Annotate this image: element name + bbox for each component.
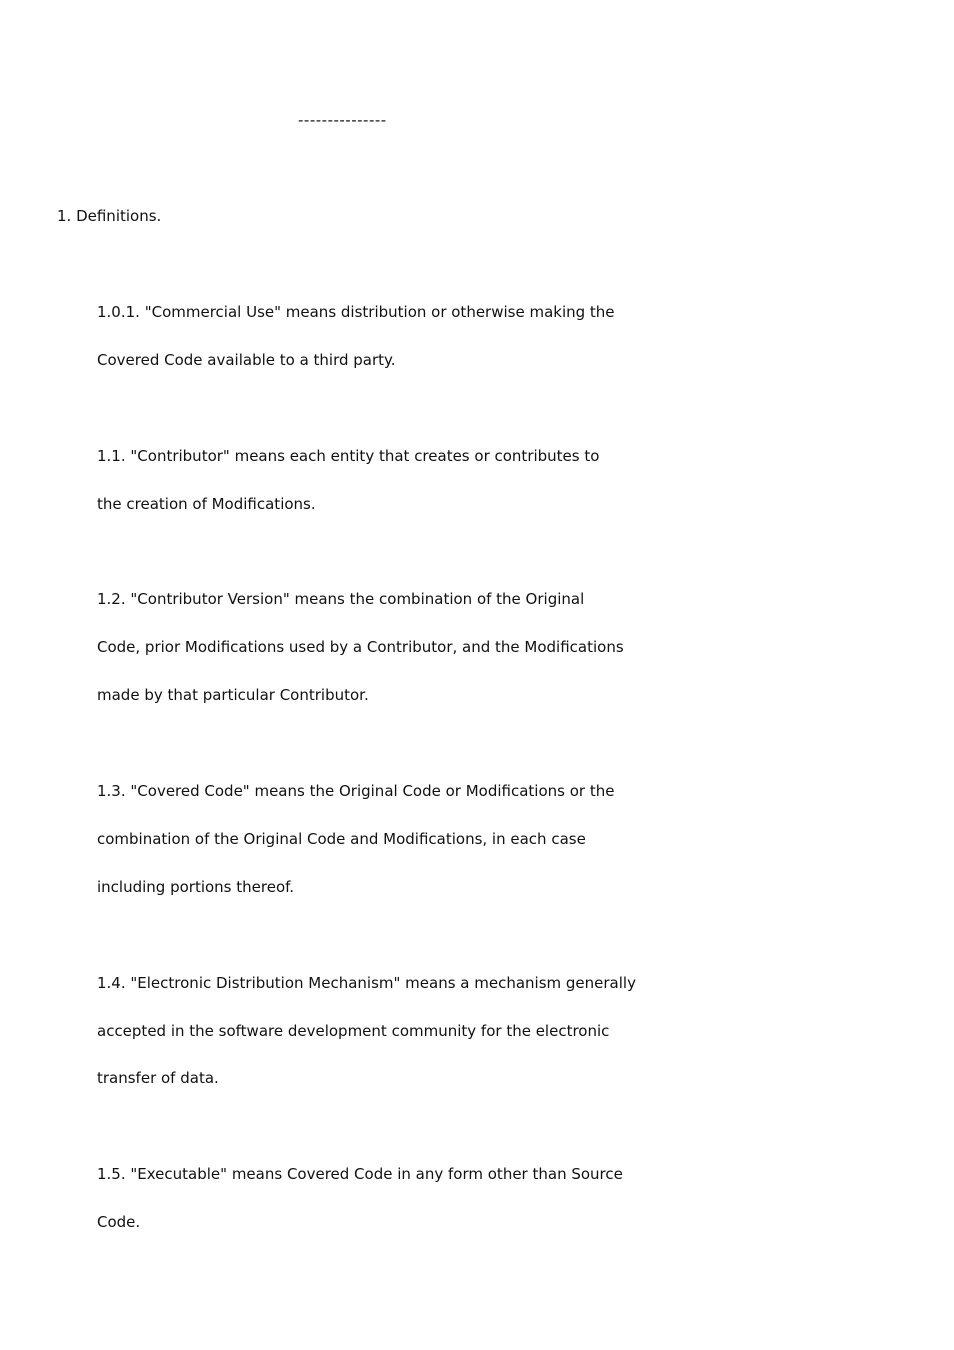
definition-line: 1.0.1. "Commercial Use" means distribution or otherwise making the xyxy=(97,303,615,321)
definition-line: accepted in the software development community for the electronic xyxy=(97,1022,610,1040)
definition-line: Code. xyxy=(97,1213,141,1231)
definition-line: including portions thereof. xyxy=(97,878,295,896)
definition-line: Code, prior Modifications used by a Contributor, and the Modifications xyxy=(97,638,624,656)
definition-line: combination of the Original Code and Modifications, in each case xyxy=(97,830,586,848)
definition-line: made by that particular Contributor. xyxy=(97,686,369,704)
definition-line: transfer of data. xyxy=(97,1069,219,1087)
separator-line: --------------- xyxy=(298,111,387,129)
definition-line: Covered Code available to a third party. xyxy=(97,351,396,369)
definition-line: 1.4. "Electronic Distribution Mechanism" means a mechanism generally xyxy=(97,974,636,992)
definition-line: 1.1. "Contributor" means each entity that creates or contributes to xyxy=(97,447,600,465)
section-heading: 1. Definitions. xyxy=(57,207,162,225)
definition-line: 1.2. "Contributor Version" means the combination of the Original xyxy=(97,590,585,608)
definition-line: 1.5. "Executable" means Covered Code in any form other than Source xyxy=(97,1165,623,1183)
definition-line: the creation of Modifications. xyxy=(97,495,316,513)
definition-line: 1.3. "Covered Code" means the Original Code or Modifications or the xyxy=(97,782,615,800)
